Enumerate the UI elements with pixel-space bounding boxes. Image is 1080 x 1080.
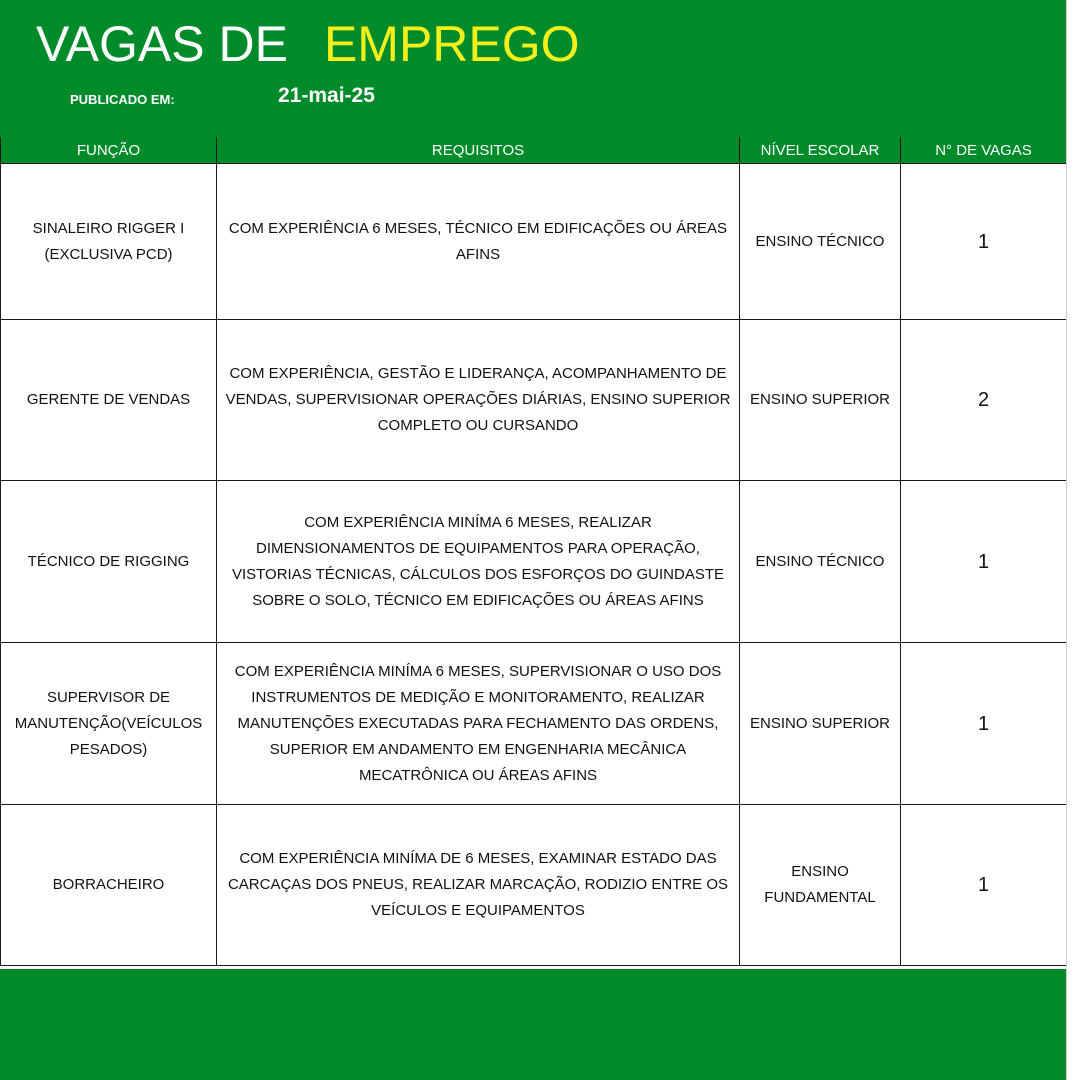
column-header-requisitos: REQUISITOS — [217, 137, 740, 164]
cell-numero-vagas: 1 — [901, 643, 1067, 805]
cell-nivel-escolar: ENSINO SUPERIOR — [740, 320, 901, 481]
cell-nivel-escolar: ENSINO SUPERIOR — [740, 643, 901, 805]
title-part-emprego: EMPREGO — [323, 16, 580, 72]
cell-numero-vagas: 1 — [901, 805, 1067, 966]
column-header-numero-vagas: N° DE VAGAS — [901, 137, 1067, 164]
cell-funcao: GERENTE DE VENDAS — [1, 320, 217, 481]
cell-requisitos: COM EXPERIÊNCIA MINÍMA 6 MESES, REALIZAR DIMENSIONAMENTOS DE EQUIPAMENTOS PARA OPERAÇÃO, VISTORIAS TÉCNICAS, CÁLCULOS DOS ESFORÇOS DO GUINDASTE SOBRE O SOLO, TÉCNICO EM EDIFICAÇÕES OU ÁREAS AFINS — [217, 481, 740, 643]
cell-numero-vagas: 2 — [901, 320, 1067, 481]
cell-nivel-escolar: ENSINO FUNDAMENTAL — [740, 805, 901, 966]
column-header-funcao: FUNÇÃO — [1, 137, 217, 164]
cell-nivel-escolar: ENSINO TÉCNICO — [740, 164, 901, 320]
footer-band — [0, 969, 1066, 1080]
cell-numero-vagas: 1 — [901, 481, 1067, 643]
table-row — [1, 481, 1067, 643]
cell-funcao: SINALEIRO RIGGER I (EXCLUSIVA PCD) — [1, 164, 217, 320]
header-banner — [0, 0, 1066, 138]
cell-requisitos: COM EXPERIÊNCIA MINÍMA 6 MESES, SUPERVISIONAR O USO DOS INSTRUMENTOS DE MEDIÇÃO E MONITORAMENTO, REALIZAR MANUTENÇÕES EXECUTADAS PARA FECHAMENTO DAS ORDENS, SUPERIOR EM ANDAMENTO EM ENGENHARIA MECÂNICA MECATRÔNICA OU ÁREAS AFINS — [217, 643, 740, 805]
page-title — [36, 14, 580, 74]
cell-funcao: SUPERVISOR DE MANUTENÇÃO(VEÍCULOS PESADOS) — [1, 643, 217, 805]
cell-numero-vagas: 1 — [901, 164, 1067, 320]
published-date: 21-mai-25 — [278, 84, 375, 107]
cell-requisitos: COM EXPERIÊNCIA, GESTÃO E LIDERANÇA, ACOMPANHAMENTO DE VENDAS, SUPERVISIONAR OPERAÇÕES DIÁRIAS, ENSINO SUPERIOR COMPLETO OU CURSANDO — [217, 320, 740, 481]
table-row — [1, 164, 1067, 320]
cell-funcao: BORRACHEIRO — [1, 805, 217, 966]
jobs-table — [0, 137, 1067, 966]
table-row — [1, 320, 1067, 481]
jobs-table-container — [0, 137, 1066, 966]
cell-nivel-escolar: ENSINO TÉCNICO — [740, 481, 901, 643]
page-edge — [1066, 0, 1080, 1080]
title-part-vagas-de: VAGAS DE — [36, 16, 288, 72]
cell-requisitos: COM EXPERIÊNCIA MINÍMA DE 6 MESES, EXAMINAR ESTADO DAS CARCAÇAS DOS PNEUS, REALIZAR MARCAÇÃO, RODIZIO ENTRE OS VEÍCULOS E EQUIPAMENTOS — [217, 805, 740, 966]
column-header-nivel-escolar: NÍVEL ESCOLAR — [740, 137, 901, 164]
table-row — [1, 805, 1067, 966]
cell-funcao: TÉCNICO DE RIGGING — [1, 481, 217, 643]
cell-requisitos: COM EXPERIÊNCIA 6 MESES, TÉCNICO EM EDIFICAÇÕES OU ÁREAS AFINS — [217, 164, 740, 320]
table-header-row — [1, 137, 1067, 164]
table-row — [1, 643, 1067, 805]
published-label: PUBLICADO EM: — [70, 92, 175, 107]
